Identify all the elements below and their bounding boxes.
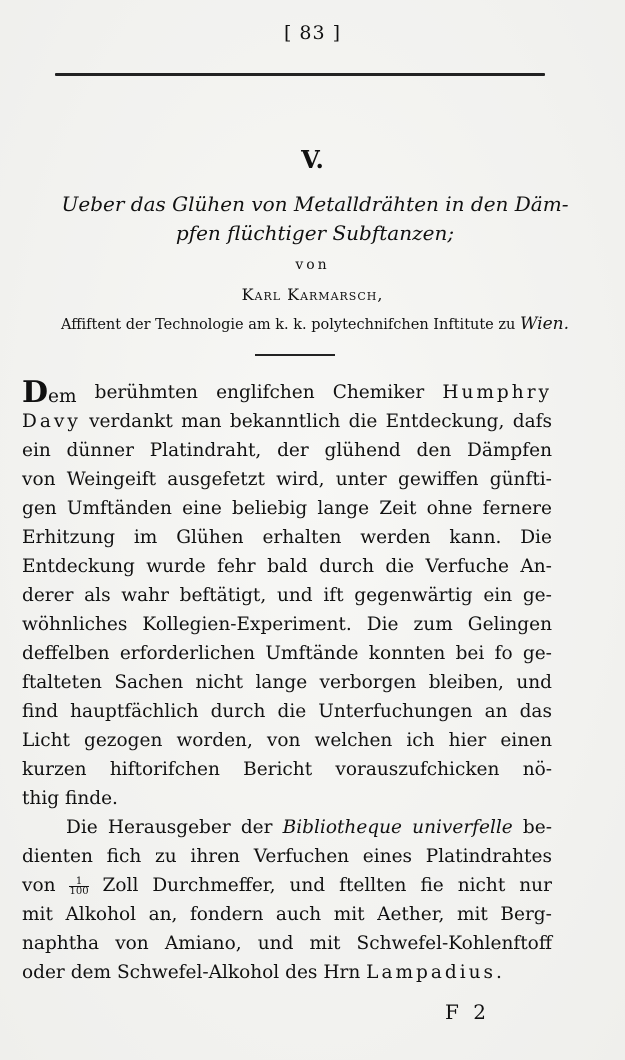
text-line: naphtha von Amiano, und mit Schwefel-Kohlenftoff xyxy=(22,933,552,954)
title-line-2: pfen flüchtiger Subftanzen; xyxy=(175,221,455,245)
title-line-1: Ueber das Glühen von Metalldrähten in den Däm- xyxy=(61,192,569,216)
page-number: [ 83 ] xyxy=(283,22,342,44)
author-name: Karl Karmarsch, xyxy=(241,285,384,304)
text-line: wöhnliches Kollegien-Experiment. Die zum Gelingen xyxy=(22,614,552,635)
chapter-number: V. xyxy=(301,145,324,174)
author-affiliation xyxy=(20,314,610,334)
text-line: deffelben erforderlichen Umftände konnten bei fo ge- xyxy=(22,643,552,664)
text-line: ein dünner Platindraht, der glühend den Dämpfen xyxy=(22,440,552,461)
affiliation-place: Wien. xyxy=(519,314,569,334)
text-line: Die Herausgeber der Bibliotheque univerfelle be- xyxy=(66,817,552,838)
text-line: Licht gezogen worden, von welchen ich hier einen xyxy=(22,730,552,751)
signature-mark: F 2 xyxy=(445,1000,490,1024)
text-line: von $\frac{1}{100}$ Zoll Durchmeffer, und ftellten fie nicht nur xyxy=(22,875,552,897)
title-separator-rule xyxy=(255,354,335,356)
text-line: oder dem Schwefel-Alkohol des Hrn Lampadius. xyxy=(22,962,505,983)
header-rule xyxy=(55,73,545,76)
paragraph xyxy=(22,375,552,813)
text-line: gen Umftänden eine beliebig lange Zeit ohne fernere xyxy=(22,498,552,519)
body-text xyxy=(22,375,552,987)
byline: von xyxy=(295,257,330,273)
text-line: kurzen hiftorifchen Bericht vorauszufchicken nö- xyxy=(22,759,552,780)
text-line: Davy verdankt man bekanntlich die Entdeckung, dafs xyxy=(22,411,552,432)
text-line: find hauptfächlich durch die Unterfuchungen an das xyxy=(22,701,552,722)
article-title xyxy=(35,190,595,248)
affiliation-text: Affiftent der Technologie am k. k. polytechnifchen Inftitute zu xyxy=(61,317,516,333)
text-line: mit Alkohol an, fondern auch mit Aether, mit Berg- xyxy=(22,904,552,925)
text-line: ftalteten Sachen nicht lange verborgen bleiben, und xyxy=(22,672,552,693)
text-line: Dem berühmten englifchen Chemiker Humphry xyxy=(22,375,552,410)
text-line: dienten fich zu ihren Verfuchen eines Platindrahtes xyxy=(22,846,552,867)
text-line: thig finde. xyxy=(22,788,118,809)
text-line: derer als wahr beftätigt, und ift gegenwärtig ein ge- xyxy=(22,585,552,606)
text-line: Erhitzung im Glühen erhalten werden kann. Die xyxy=(22,527,552,548)
text-line: von Weingeift ausgefetzt wird, unter gewiffen günfti- xyxy=(22,469,552,490)
text-line: Entdeckung wurde fehr bald durch die Verfuche An- xyxy=(22,556,552,577)
paragraph xyxy=(22,813,552,987)
